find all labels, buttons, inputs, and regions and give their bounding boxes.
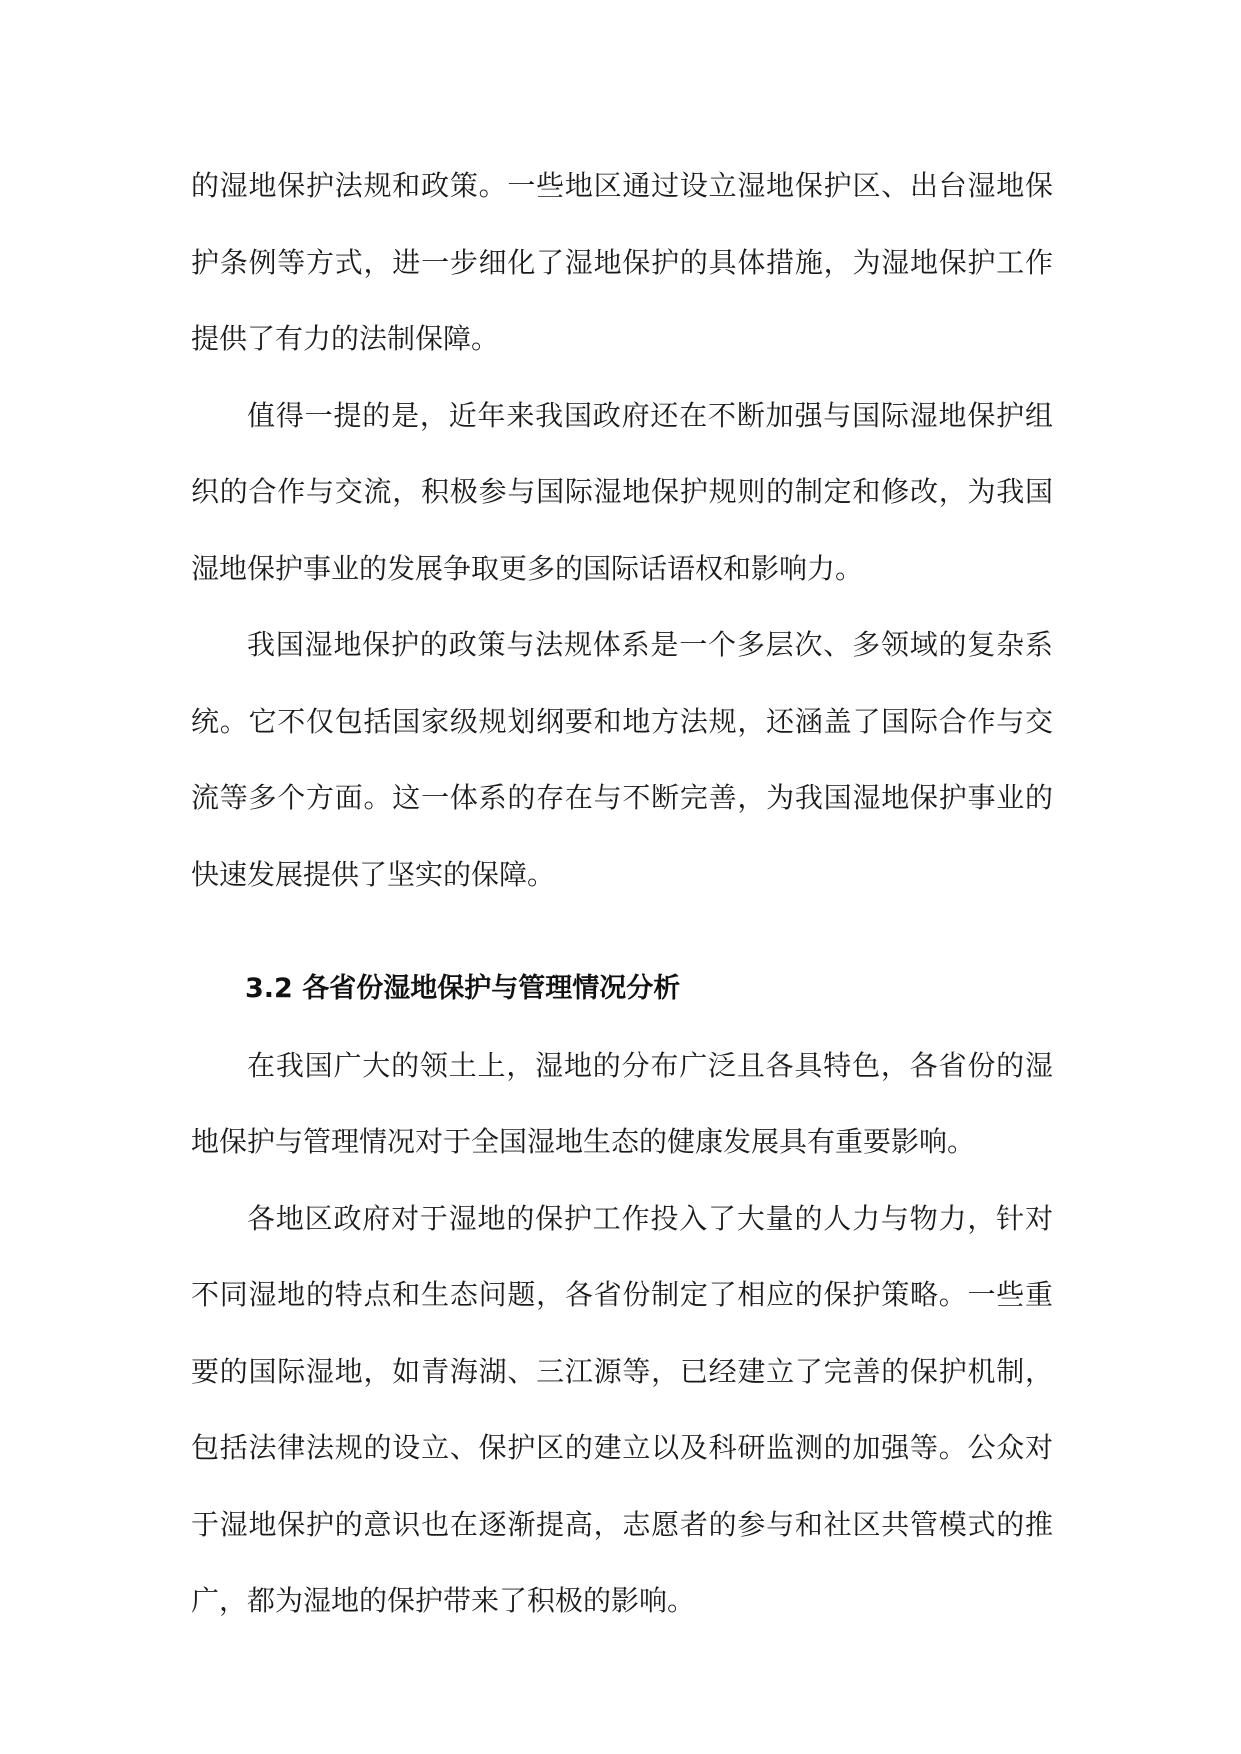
section-heading: 3.2 各省份湿地保护与管理情况分析: [245, 973, 681, 1004]
paragraph-province-overview: 在我国广大的领土上，湿地的分布广泛且各具特色，各省份的湿地保护与管理情况对于全国湿地生态的健康发展具有重要影响。: [191, 1048, 1053, 1158]
paragraph-province-measures: 各地区政府对于湿地的保护工作投入了大量的人力与物力，针对不同湿地的特点和生态问题，各省份制定了相应的保护策略。一些重要的国际湿地，如青海湖、三江源等，已经建立了完善的保护机制，包括法律法规的设立、保护区的建立以及科研监测的加强等。公众对于湿地保护的意识也在逐渐提高，志愿者的参与和社区共管模式的推广，都为湿地的保护带来了积极的影响。: [191, 1201, 1053, 1617]
document-body: [191, 148, 1053, 1640]
paragraph-international-cooperation: 值得一提的是，近年来我国政府还在不断加强与国际湿地保护组织的合作与交流，积极参与国际湿地保护规则的制定和修改，为我国湿地保护事业的发展争取更多的国际话语权和影响力。: [191, 398, 1053, 585]
paragraph-policy-system-summary: 我国湿地保护的政策与法规体系是一个多层次、多领域的复杂系统。它不仅包括国家级规划纲要和地方法规，还涵盖了国际合作与交流等多个方面。这一体系的存在与不断完善，为我国湿地保护事业的快速发展提供了坚实的保障。: [191, 628, 1053, 891]
paragraph-continued: 的湿地保护法规和政策。一些地区通过设立湿地保护区、出台湿地保护条例等方式，进一步细化了湿地保护的具体措施，为湿地保护工作提供了有力的法制保障。: [191, 169, 1053, 355]
